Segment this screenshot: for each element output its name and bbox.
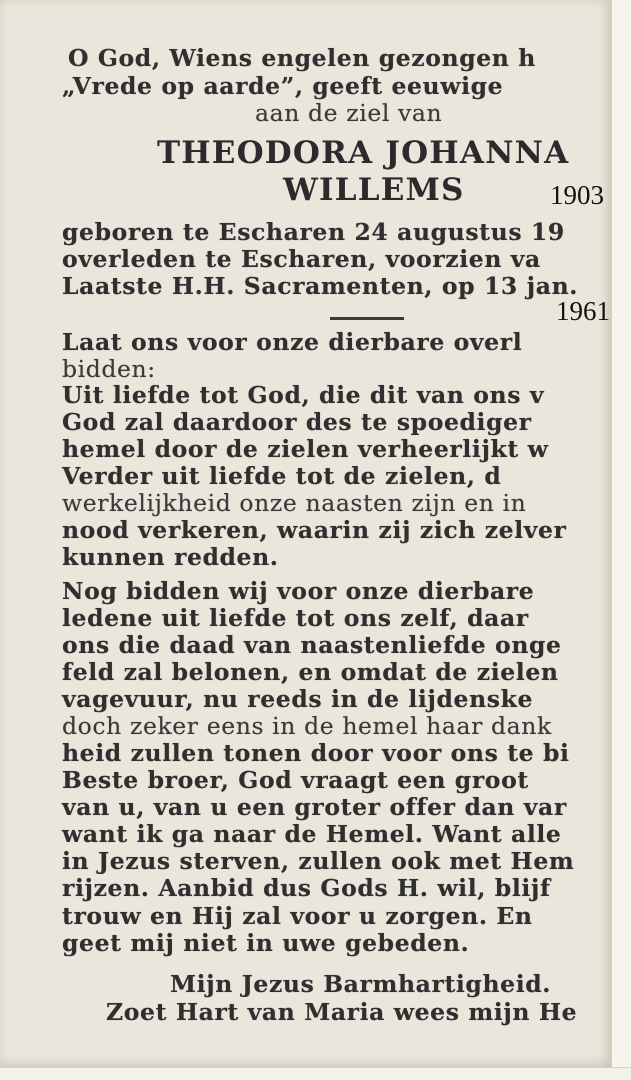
death-year-annotation: 1961 xyxy=(556,296,610,326)
birth-year-annotation: 1903 xyxy=(550,180,604,210)
closing-line-2: Zoet Hart van Maria wees mijn He xyxy=(106,998,578,1026)
prayer-line: hemel door de zielen verheerlijkt w xyxy=(62,435,549,463)
prayer-line: ledene uit liefde tot ons zelf, daar xyxy=(62,604,529,632)
header-line-2: „Vrede op aarde”, geeft eeuwige xyxy=(62,72,504,100)
prayer-line: heid zullen tonen door voor ons te bi xyxy=(62,739,570,767)
prayer-line: bidden: xyxy=(62,355,156,383)
prayer-line: Verder uit liefde tot de zielen, d xyxy=(62,462,502,490)
deceased-surname: WILLEMS xyxy=(283,172,465,208)
prayer-line: Laat ons voor onze dierbare overl xyxy=(62,328,523,356)
prayer-line: feld zal belonen, en omdat de zielen xyxy=(62,658,559,686)
prayer-line: in Jezus sterven, zullen ook met Hem xyxy=(62,847,575,875)
death-line: overleden te Escharen, voorzien va xyxy=(62,245,541,273)
prayer-line: doch zeker eens in de hemel haar dank xyxy=(62,712,552,740)
prayer-line: vagevuur, nu reeds in de lijdenske xyxy=(62,685,534,713)
prayer-line: Beste broer, God vraagt een groot xyxy=(62,766,529,794)
page-margin-bottom xyxy=(0,1067,631,1080)
prayer-line: nood verkeren, waarin zij zich zelver xyxy=(62,516,567,544)
birth-line: geboren te Escharen 24 augustus 19 xyxy=(62,218,565,246)
header-line-1: O God, Wiens engelen gezongen h xyxy=(68,44,536,72)
prayer-line: God zal daardoor des te spoediger xyxy=(62,408,532,436)
prayer-line: trouw en Hij zal voor u zorgen. En xyxy=(62,902,533,930)
prayer-line: werkelijkheid onze naasten zijn en in xyxy=(62,489,527,517)
deceased-first-names: THEODORA JOHANNA xyxy=(157,135,570,171)
header-line-3: aan de ziel van xyxy=(255,99,443,127)
prayer-line: ons die daad van naastenliefde onge xyxy=(62,631,562,659)
prayer-line: Nog bidden wij voor onze dierbare xyxy=(62,577,535,605)
sacraments-line: Laatste H.H. Sacramenten, op 13 jan. xyxy=(62,272,579,300)
prayer-line: Uit liefde tot God, die dit van ons v xyxy=(62,381,545,409)
prayer-line: van u, van u een groter offer dan var xyxy=(62,793,567,821)
closing-line-1: Mijn Jezus Barmhartigheid. xyxy=(170,970,552,998)
prayer-line: kunnen redden. xyxy=(62,543,279,571)
page-margin-right xyxy=(611,0,631,1080)
prayer-line: rijzen. Aanbid dus Gods H. wil, blijf xyxy=(62,874,551,902)
prayer-line: want ik ga naar de Hemel. Want alle xyxy=(62,820,562,848)
divider-rule xyxy=(330,317,404,320)
prayer-line: geet mij niet in uwe gebeden. xyxy=(62,929,470,957)
